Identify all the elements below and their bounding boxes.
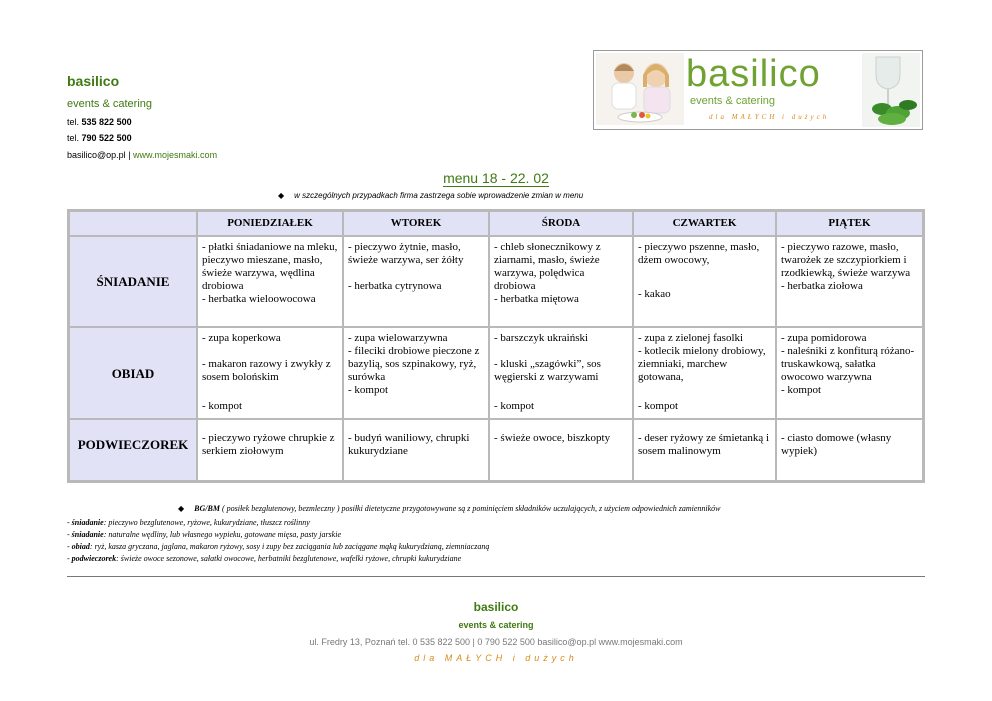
- meal-header-sniadanie: ŚNIADANIE: [69, 236, 197, 327]
- menu-item: - pieczywo pszenne, masło, dżem owocowy,: [638, 241, 760, 266]
- diamond-bullet-icon: ◆: [278, 191, 285, 200]
- menu-item: - zupa koperkowa: [202, 332, 281, 344]
- menu-item: - kompot: [348, 384, 389, 396]
- phone-1: [67, 117, 132, 127]
- bg-text: ( posiłek bezglutenowy, bezmleczny ) posiłki dietetyczne przygotowywane są z pominięciem składników uczulających, z użyciem odpowiednich zamienników: [219, 504, 721, 513]
- menu-table: [67, 209, 925, 483]
- bg-label: BG/BM: [194, 504, 220, 513]
- menu-item: - kakao: [638, 288, 671, 300]
- tel-label: tel.: [67, 133, 80, 143]
- menu-item: - budyń waniliowy, chrupki kukurydziane: [348, 432, 470, 457]
- footer-tagline: dla MAŁYCH i dużych: [414, 653, 578, 663]
- sniadanie-tue: [343, 236, 489, 327]
- menu-item: - chleb słonecznikowy z ziarnami, masło, świeże warzywa, polędwica drobiowa: [494, 241, 601, 292]
- logo-word: basilico: [686, 53, 821, 95]
- menu-item: - kompot: [202, 400, 243, 412]
- menu-item: - płatki śniadaniowe na mleku, pieczywo mieszane, masło, świeże warzywa, wędlina drobiowa: [202, 241, 338, 292]
- bg-note: [178, 504, 721, 513]
- menu-item: - deser ryżowy ze śmietanką i sosem malinowym: [638, 432, 770, 457]
- sniadanie-mon: [197, 236, 343, 327]
- sniadanie-thu: [633, 236, 776, 327]
- menu-item: - kotlecik mielony drobiowy, ziemniaki, marchew gotowana,: [638, 345, 766, 383]
- menu-item: - kompot: [781, 384, 822, 396]
- brand-subtitle: events & catering: [67, 98, 152, 110]
- menu-title: menu 18 - 22. 02: [443, 170, 549, 186]
- note-text: w szczególnych przypadkach firma zastrzega sobie wprowadzenie zmian w menu: [294, 191, 584, 200]
- footer-brand: basilico: [473, 600, 519, 614]
- tel-number-2: 790 522 500: [81, 133, 132, 143]
- day-header-mon: PONIEDZIAŁEK: [197, 211, 343, 236]
- diet-line: - śniadanie: pieczywo bezglutenowe, ryżowe, kukurydziane, tłuszcz roślinny: [67, 518, 310, 527]
- podwieczorek-wed: [489, 419, 633, 481]
- menu-item: - herbatka cytrynowa: [348, 280, 442, 292]
- menu-item: - naleśniki z konfiturą różano-truskawkową, sałatka owocowo warzywna: [781, 345, 915, 383]
- meal-header-obiad: OBIAD: [69, 327, 197, 419]
- basil-glass-icon: [862, 53, 920, 127]
- tel-label: tel.: [67, 117, 80, 127]
- menu-item: - pieczywo żytnie, masło, świeże warzywa, ser żółty: [348, 241, 464, 266]
- obiad-fri: [776, 327, 923, 419]
- day-header-wed: ŚRODA: [489, 211, 633, 236]
- obiad-mon: [197, 327, 343, 419]
- podwieczorek-fri: [776, 419, 923, 481]
- menu-item: - zupa pomidorowa: [781, 332, 867, 344]
- menu-item: - makaron razowy i zwykły z sosem bolońskim: [202, 358, 331, 383]
- menu-item: - zupa z zielonej fasolki: [638, 332, 744, 344]
- diet-line: - obiad: ryż, kasza gryczana, jaglana, makaron ryżowy, sosy i zupy bez zaciągania lub zaciągane mąką kukurydzianą, ziemniaczaną: [67, 542, 490, 551]
- logo-subtitle: events & catering: [690, 95, 775, 107]
- sniadanie-wed: [489, 236, 633, 327]
- day-header-tue: WTOREK: [343, 211, 489, 236]
- children-photo-icon: [596, 53, 684, 125]
- footer-subtitle: events & catering: [458, 620, 534, 630]
- menu-item: - zupa wielowarzywna: [348, 332, 448, 344]
- corner-cell: [69, 211, 197, 236]
- podwieczorek-mon: [197, 419, 343, 481]
- contact-line: [67, 150, 217, 160]
- menu-note: [278, 191, 583, 200]
- separator: |: [128, 150, 131, 160]
- menu-item: - kompot: [494, 400, 535, 412]
- menu-item: - świeże owoce, biszkopty: [494, 432, 611, 444]
- meal-header-podwieczorek: PODWIECZOREK: [69, 419, 197, 481]
- diet-line: - śniadanie: naturalne wędliny, lub własnego wypieku, gotowane mięsa, pasty jarskie: [67, 530, 341, 539]
- brand-name: basilico: [67, 73, 120, 89]
- menu-item: - herbatka ziołowa: [781, 280, 863, 292]
- menu-item: - kluski „szagówki”, sos węgierski z warzywami: [494, 358, 601, 383]
- obiad-thu: [633, 327, 776, 419]
- sniadanie-fri: [776, 236, 923, 327]
- diamond-bullet-icon: ◆: [178, 504, 185, 513]
- diet-line: - podwieczorek: świeże owoce sezonowe, sałatki owocowe, herbatniki bezglutenowe, wafelki ryżowe, chrupki kukurydziane: [67, 554, 462, 563]
- day-header-fri: PIĄTEK: [776, 211, 923, 236]
- logo-banner: [593, 50, 923, 130]
- menu-item: - herbatka miętowa: [494, 293, 579, 305]
- menu-item: - fileciki drobiowe pieczone z bazylią, sos szpinakowy, ryż, surówka: [348, 345, 480, 383]
- menu-item: - pieczywo ryżowe chrupkie z serkiem ziołowym: [202, 432, 335, 457]
- website-link[interactable]: www.mojesmaki.com: [133, 150, 218, 160]
- obiad-tue: [343, 327, 489, 419]
- phone-2: [67, 133, 132, 143]
- podwieczorek-tue: [343, 419, 489, 481]
- email-link[interactable]: basilico@op.pl: [67, 150, 126, 160]
- tel-number-1: 535 822 500: [81, 117, 132, 127]
- menu-item: - herbatka wieloowocowa: [202, 293, 316, 305]
- day-header-thu: CZWARTEK: [633, 211, 776, 236]
- footer-address: ul. Fredry 13, Poznań tel. 0 535 822 500 | 0 790 522 500 basilico@op.pl www.mojesmaki.com: [309, 637, 683, 647]
- menu-item: - kompot: [638, 400, 679, 412]
- obiad-wed: [489, 327, 633, 419]
- menu-item: - barszczyk ukraiński: [494, 332, 589, 344]
- menu-item: - pieczywo razowe, masło, twarożek ze szczypiorkiem i rzodkiewką, świeże warzywa: [781, 241, 911, 279]
- podwieczorek-thu: [633, 419, 776, 481]
- menu-item: - ciasto domowe (własny wypiek): [781, 432, 892, 457]
- logo-tagline: dla MAŁYCH i dużych: [709, 113, 830, 121]
- divider: [67, 576, 925, 577]
